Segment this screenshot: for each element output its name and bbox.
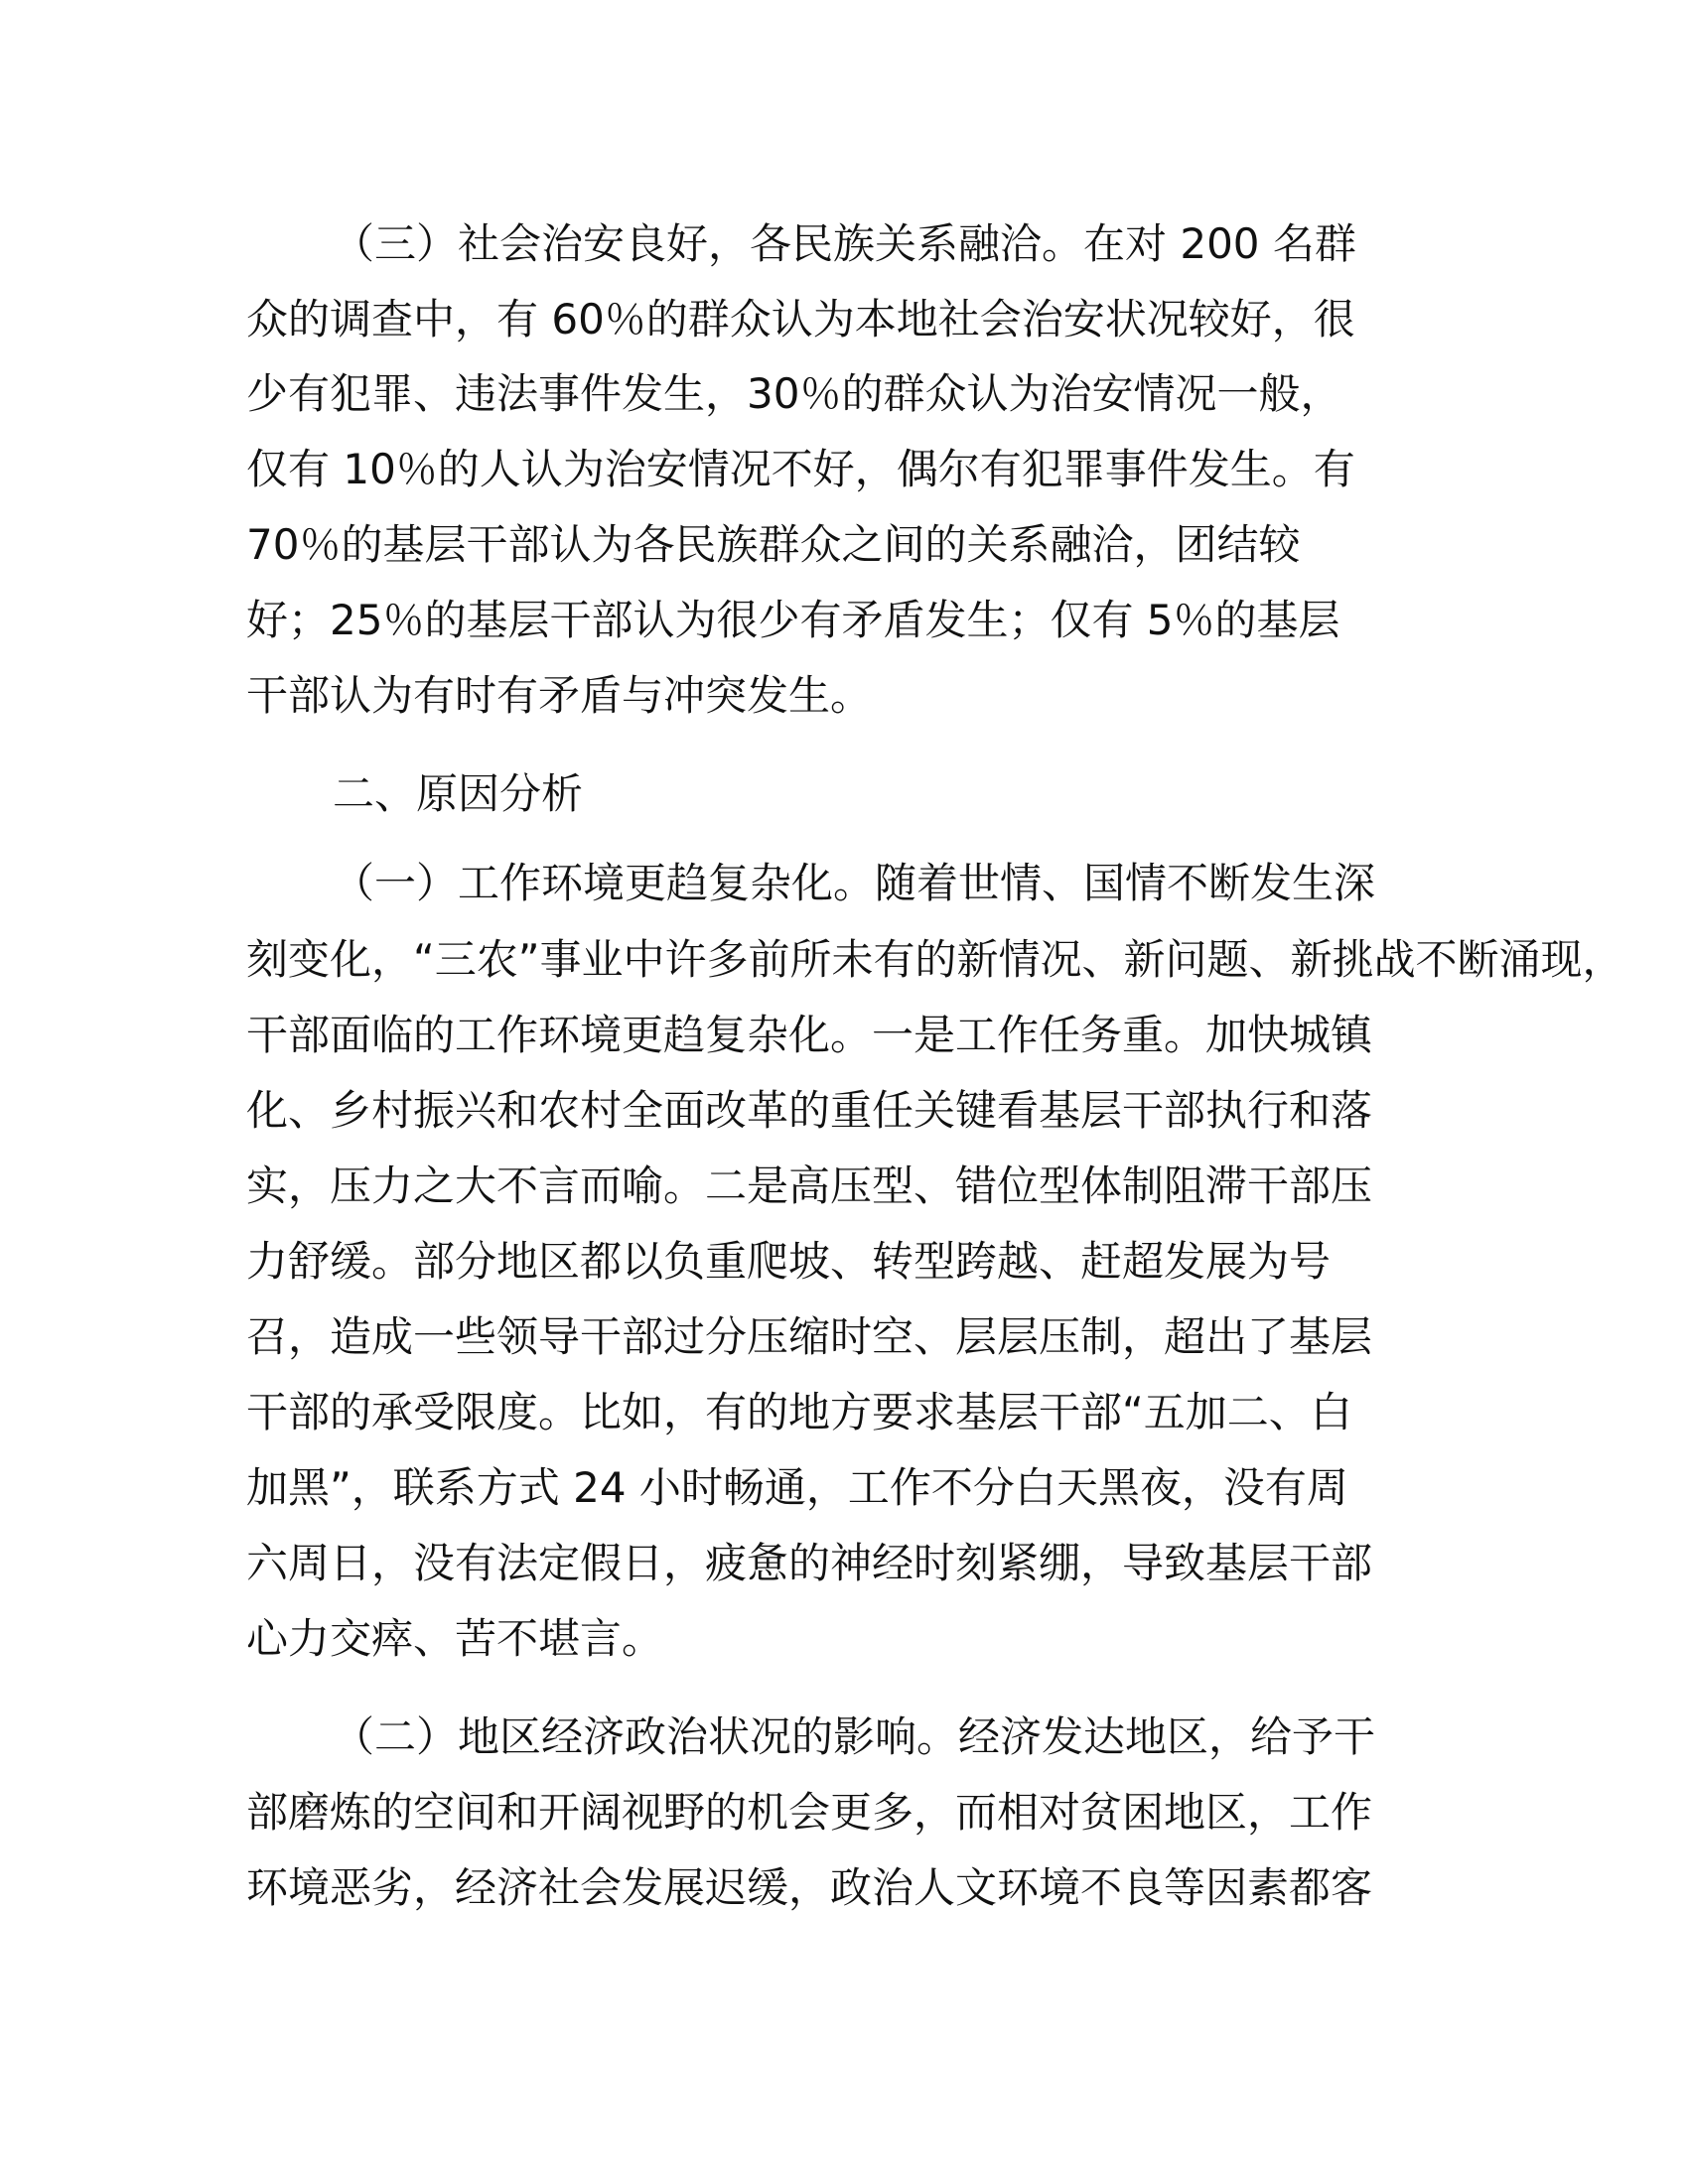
paragraph-2-line-1: （二）地区经济政治状况的影响。经济发达地区，给予干 bbox=[333, 1712, 1376, 1761]
paragraph-1-line-5: 实，压力之大不言而喻。二是高压型、错位型体制阻滞干部压 bbox=[246, 1161, 1373, 1210]
paragraph-1-line-11: 心力交瘁、苦不堪言。 bbox=[246, 1614, 664, 1663]
paragraph-3-line-7: 干部认为有时有矛盾与冲突发生。 bbox=[246, 671, 873, 720]
paragraph-3-line-2: 众的调查中，有 60％的群众认为本地社会治安状况较好，很 bbox=[246, 295, 1355, 343]
paragraph-1-line-7: 召，造成一些领导干部过分压缩时空、层层压制，超出了基层 bbox=[246, 1312, 1373, 1361]
paragraph-1-line-3: 干部面临的工作环境更趋复杂化。一是工作任务重。加快城镇 bbox=[246, 1011, 1373, 1059]
paragraph-3-line-1: （三）社会治安良好，各民族关系融洽。在对 200 名群 bbox=[333, 219, 1356, 268]
paragraph-2-line-2: 部磨炼的空间和开阔视野的机会更多，而相对贫困地区，工作 bbox=[246, 1788, 1373, 1837]
paragraph-1-line-4: 化、乡村振兴和农村全面改革的重任关键看基层干部执行和落 bbox=[246, 1086, 1373, 1135]
paragraph-1-line-10: 六周日，没有法定假日，疲惫的神经时刻紧绷，导致基层干部 bbox=[246, 1539, 1373, 1587]
paragraph-2-line-3: 环境恶劣，经济社会发展迟缓，政治人文环境不良等因素都客 bbox=[246, 1863, 1373, 1912]
paragraph-3-line-5: 70％的基层干部认为各民族群众之间的关系融洽，团结较 bbox=[246, 520, 1301, 569]
paragraph-1-line-1: （一）工作环境更趋复杂化。随着世情、国情不断发生深 bbox=[333, 859, 1376, 907]
section-heading-cause-analysis: 二、原因分析 bbox=[333, 769, 584, 818]
paragraph-3-line-6: 好；25％的基层干部认为很少有矛盾发生；仅有 5％的基层 bbox=[246, 596, 1340, 644]
paragraph-3-line-4: 仅有 10％的人认为治安情况不好，偶尔有犯罪事件发生。有 bbox=[246, 445, 1355, 493]
paragraph-3-line-3: 少有犯罪、违法事件发生，30％的群众认为治安情况一般， bbox=[246, 369, 1342, 418]
paragraph-1-line-8: 干部的承受限度。比如，有的地方要求基层干部“五加二、白 bbox=[246, 1388, 1352, 1436]
paragraph-1-line-9: 加黑”，联系方式 24 小时畅通，工作不分白天黑夜，没有周 bbox=[246, 1463, 1348, 1512]
paragraph-1-line-2: 刻变化，“三农”事业中许多前所未有的新情况、新问题、新挑战不断涌现， bbox=[246, 935, 1624, 984]
paragraph-1-line-6: 力舒缓。部分地区都以负重爬坡、转型跨越、赶超发展为号 bbox=[246, 1237, 1332, 1286]
